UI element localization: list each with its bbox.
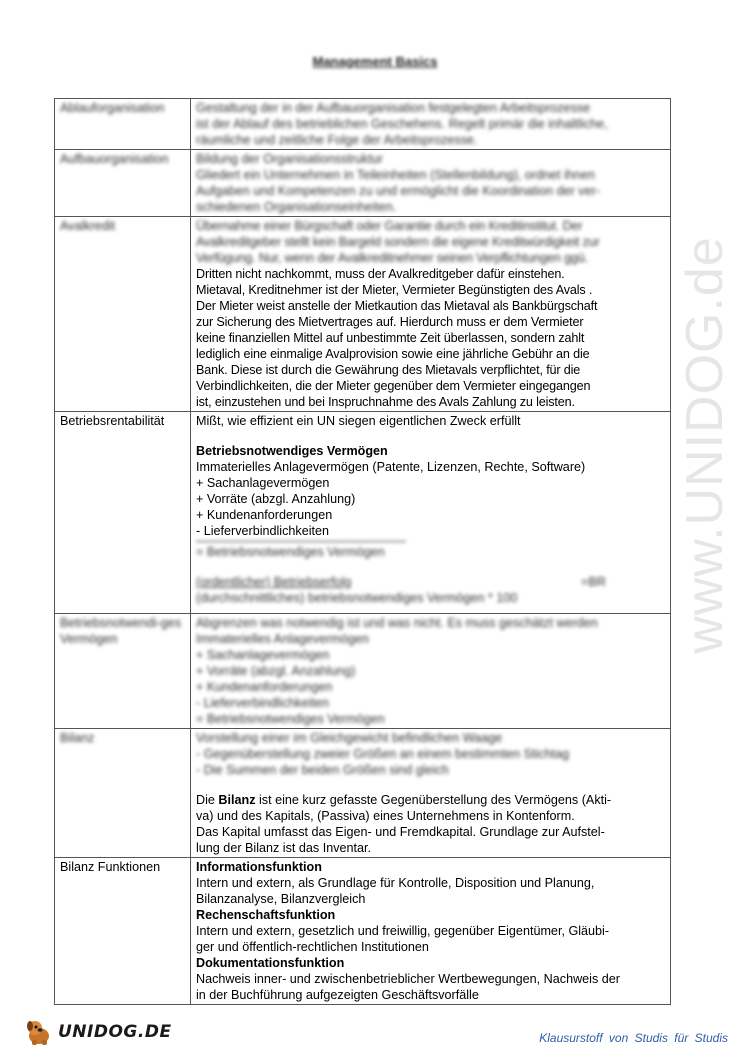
definition-line: - Gegenüberstellung zweier Größen an einem bestimmten Stichtag <box>196 747 570 761</box>
definition-line: - Lieferverbindlichkeiten <box>196 696 330 710</box>
term-cell: Aufbauorganisation <box>55 150 191 217</box>
page-title: Management Basics <box>312 54 438 69</box>
definition-line: Mietaval, Kreditnehmer ist der Mieter, Vermieter Begünstigten des Avals . <box>196 283 593 297</box>
definition-line: Immaterielles Anlagevermögen (Patente, Lizenzen, Rechte, Software) <box>196 460 586 474</box>
definition-line: Immaterielles Anlagevermögen <box>196 632 369 646</box>
definition-line: - Lieferverbindlichkeiten <box>196 524 330 538</box>
logo-text: UNIDOG.DE <box>58 1022 172 1042</box>
definition-line: + Vorräte (abzgl. Anzahlung) <box>196 664 356 678</box>
definition-line: = Betriebsnotwendiges Vermögen <box>196 712 385 726</box>
definition-line: Aufgaben und Kompetenzen zu und ermöglicht die Koordination der ver- <box>196 184 600 198</box>
term-label: Avalkredit <box>60 219 116 233</box>
term-cell <box>55 729 191 858</box>
definition-line <box>196 792 665 808</box>
definition-line: Intern und extern, als Grundlage für Kontrolle, Disposition und Planung, <box>196 876 595 890</box>
table-row <box>55 99 671 150</box>
formula-result: =BR <box>581 575 606 589</box>
term-cell: Betriebsrentabilität <box>55 412 191 614</box>
definition-line: Mißt, wie effizient ein UN siegen eigentlichen Zweck erfüllt <box>196 414 521 428</box>
definition-line: + Sachanlagevermögen <box>196 476 330 490</box>
table-row <box>55 729 671 858</box>
definition-line: Bilanzanalyse, Bilanzvergleich <box>196 892 366 906</box>
definition-heading: Betriebsnotwendiges Vermögen <box>196 444 388 458</box>
definition-line: Bank. Diese ist durch die Gewährung des Mietavals verpflichtet, für die <box>196 363 581 377</box>
definition-line: keine finanziellen Mittel auf unbestimmte Zeit überlassen, sondern zahlt <box>196 331 585 345</box>
definition-line: Der Mieter weist anstelle der Mietkaution das Mietaval als Bankbürgschaft <box>196 299 598 313</box>
definition-line: lung der Bilanz ist das Inventar. <box>196 841 372 855</box>
definition-line: Verbindlichkeiten, die der Mieter gegenüber dem Vermieter eingegangen <box>196 379 591 393</box>
unidog-logo <box>24 1018 172 1046</box>
definition-line: Nachweis inner- und zwischenbetrieblicher Wertbewegungen, Nachweis der <box>196 972 620 986</box>
definition-cell <box>191 217 671 412</box>
dog-icon <box>24 1018 54 1046</box>
definition-cell <box>191 729 671 858</box>
footer-tagline: Klausurstoff von Studis für Studis <box>539 1031 728 1045</box>
definition-line: ist, einzustehen und bei Inspruchnahme des Avals Zahlung zu leisten. <box>196 395 575 409</box>
definition-line: Avalkreditgeber stellt kein Bargeld sondern die eigene Kreditwürdigkeit zur <box>196 235 600 249</box>
definition-line: Intern und extern, gesetzlich und freiwillig, gegenüber Eigentümer, Gläubi- <box>196 924 610 938</box>
definition-line: Abgrenzen was notwendig ist und was nicht. Es muss geschätzt werden <box>196 616 598 630</box>
definition-line: zur Sicherung des Mietvertrages auf. Hierdurch muss er dem Vermieter <box>196 315 584 329</box>
definition-line: Das Kapital umfasst das Eigen- und Fremdkapital. Grundlage zur Aufstel- <box>196 825 605 839</box>
definition-line: + Vorräte (abzgl. Anzahlung) <box>196 492 356 506</box>
formula-denominator: (durchschnittliches) betriebsnotwendiges Vermögen * 100 <box>196 591 518 605</box>
table-row <box>55 412 671 614</box>
glossary-table <box>54 98 671 1005</box>
term-cell <box>55 217 191 412</box>
definition-line: Gestaltung der in der Aufbauorganisation festgelegten Arbeitsprozesse <box>196 101 591 115</box>
definition-heading: Informationsfunktion <box>196 860 322 874</box>
definition-line: Gliedert ein Unternehmen in Teileinheiten (Stellenbildung), ordnet ihnen <box>196 168 595 182</box>
watermark: www.UNIDOG.de <box>676 236 734 654</box>
definition-line: Übernahme einer Bürgschaft oder Garantie durch ein Kreditinstitut. Der <box>196 219 583 233</box>
term-label: Bilanz <box>60 731 95 745</box>
definition-heading: Dokumentationsfunktion <box>196 956 345 970</box>
definition-line: Verfügung. Nur, wenn der Avalkreditnehmer seinen Verpflichtungen ggü. <box>196 251 588 265</box>
definition-cell <box>191 614 671 729</box>
term-cell: Betriebsnotwendi-ges Vermögen <box>55 614 191 729</box>
table-row <box>55 217 671 412</box>
table-row <box>55 858 671 1005</box>
definition-line: + Sachanlagevermögen <box>196 648 330 662</box>
table-row <box>55 614 671 729</box>
definition-line: ger und öffentlich-rechtlichen Institutionen <box>196 940 429 954</box>
bold-term: Bilanz <box>218 793 256 807</box>
definition-cell <box>191 99 671 150</box>
definition-line: = Betriebsnotwendiges Vermögen <box>196 545 385 559</box>
definition-line: + Kundenanforderungen <box>196 680 333 694</box>
definition-line: räumliche und zeitliche Folge der Arbeitsprozesse. <box>196 133 478 147</box>
term-cell: Bilanz Funktionen <box>55 858 191 1005</box>
formula-numerator: (ordentlicher) Betriebserfolg <box>196 575 352 589</box>
definition-cell <box>191 858 671 1005</box>
definition-line: Dritten nicht nachkommt, muss der Avalkreditgeber dafür einstehen. <box>196 267 565 281</box>
definition-cell <box>191 150 671 217</box>
definition-line: va) und des Kapitals, (Passiva) eines Unternehmens in Kontenform. <box>196 809 575 823</box>
term-cell: Ablauforganisation <box>55 99 191 150</box>
definition-cell <box>191 412 671 614</box>
definition-line: Bildung der Organisationsstruktur <box>196 152 383 166</box>
definition-line: - Die Summen der beiden Größen sind gleich <box>196 763 449 777</box>
definition-line: lediglich eine einmalige Avalprovision sowie eine jährliche Gebühr an die <box>196 347 590 361</box>
table-row <box>55 150 671 217</box>
definition-line: + Kundenanforderungen <box>196 508 333 522</box>
definition-line: in der Buchführung aufgezeigten Geschäftsvorfälle <box>196 988 479 1002</box>
text-segment: ist eine kurz gefasste Gegenüberstellung des Vermögens (Akti- <box>255 793 612 807</box>
text-segment: Die <box>196 793 219 807</box>
definition-line: Vorstellung einer im Gleichgewicht befindlichen Waage <box>196 731 503 745</box>
definition-line: ist der Ablauf des betrieblichen Geschehens. Regelt primär die inhaltliche, <box>196 117 608 131</box>
definition-line: schiedenen Organisationseinheiten. <box>196 200 397 214</box>
definition-heading: Rechenschaftsfunktion <box>196 908 336 922</box>
